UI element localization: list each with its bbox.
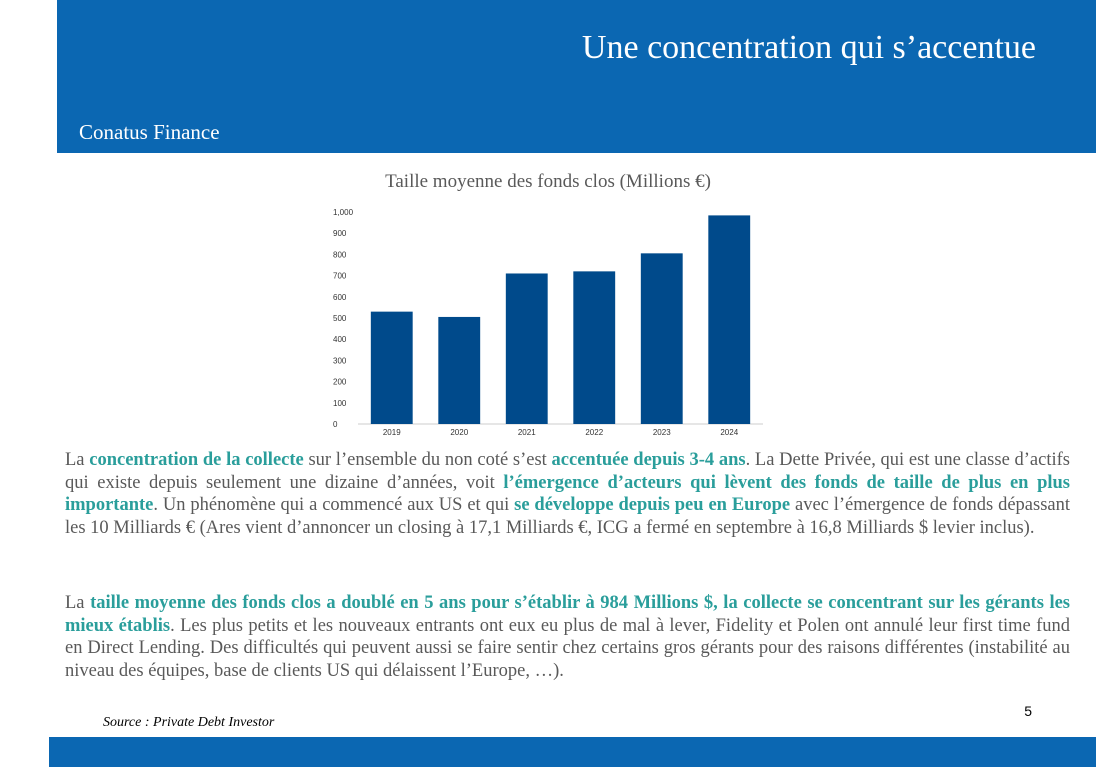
highlight-segment: taille moyenne des fonds clos a doublé en 5 ans pour s’établir à 984 Millions $, la collecte se concentrant sur les gérants les mieux établis [65,593,1070,636]
y-tick-label: 700 [333,271,347,281]
y-tick-label: 300 [333,356,347,366]
bar-2024 [708,215,750,424]
y-tick-label: 900 [333,229,347,239]
highlight-segment: accentuée depuis 3-4 ans [551,450,746,470]
y-tick-label: 800 [333,250,347,260]
y-tick-label: 400 [333,335,347,345]
text-segment: La [65,593,91,613]
text-segment: sur l’ensemble du non coté s’est [303,450,552,470]
y-tick-label: 200 [333,377,347,387]
header-banner [57,0,1096,153]
highlight-segment: l’émergence d’acteurs qui lèvent des fonds de taille de plus en plus importante [65,472,1070,515]
brand-name: Conatus Finance [79,120,220,144]
source-note: Source : Private Debt Investor [103,715,275,730]
y-tick-label: 600 [333,292,347,302]
y-tick-label: 1,000 [333,208,354,217]
bar-chart [323,200,773,440]
text-segment: . La Dette Privée, qui est une classe d’actifs qui existe depuis seulement une dizaine d’années, voit [65,450,1070,493]
highlight-segment: se développe depuis peu en Europe [514,495,791,515]
x-tick-label: 2019 [382,428,401,437]
text-segment: avec l’émergence de fonds dépassant les 10 Milliards € (Ares vient d’annoncer un closing à 17,1 Milliards €, ICG a fermé en septembre à 16,8 Milliards $ levier inclus). [65,495,1070,538]
highlight-segment: concentration de la collecte [89,450,304,470]
footer-bar [49,737,1096,767]
bar-2020 [438,317,480,424]
bar-2021 [506,273,548,424]
body-paragraph-1 [65,449,1070,539]
x-tick-label: 2024 [720,428,739,437]
text-segment: . Un phénomène qui a commencé aux US et qui [153,495,515,515]
body-paragraph-2 [65,592,1070,682]
y-tick-label: 500 [333,314,347,323]
y-tick-label: 0 [333,420,338,429]
x-tick-label: 2021 [517,428,536,437]
x-tick-label: 2022 [585,428,604,437]
bar-2022 [573,271,615,424]
x-tick-label: 2020 [450,428,469,437]
bar-2023 [641,253,683,424]
slide-title: Une concentration qui s’accentue [581,29,1036,66]
text-segment: . Les plus petits et les nouveaux entrants ont eux eu plus de mal à lever, Fidelity et Polen ont annulé leur first time fund en Direct Lending. Des difficultés qui peuvent aussi se faire sentir chez certains gros gérants pour des raisons différentes (instabilité au niveau des équipes, base de clients US qui délaissent l’Europe, …). [65,615,1070,681]
chart-title: Taille moyenne des fonds clos (Millions €) [385,171,711,192]
bar-2019 [371,312,413,424]
y-tick-label: 100 [333,398,347,408]
text-segment: La [65,450,90,470]
x-tick-label: 2023 [652,428,671,437]
page-number: 5 [1024,703,1032,719]
